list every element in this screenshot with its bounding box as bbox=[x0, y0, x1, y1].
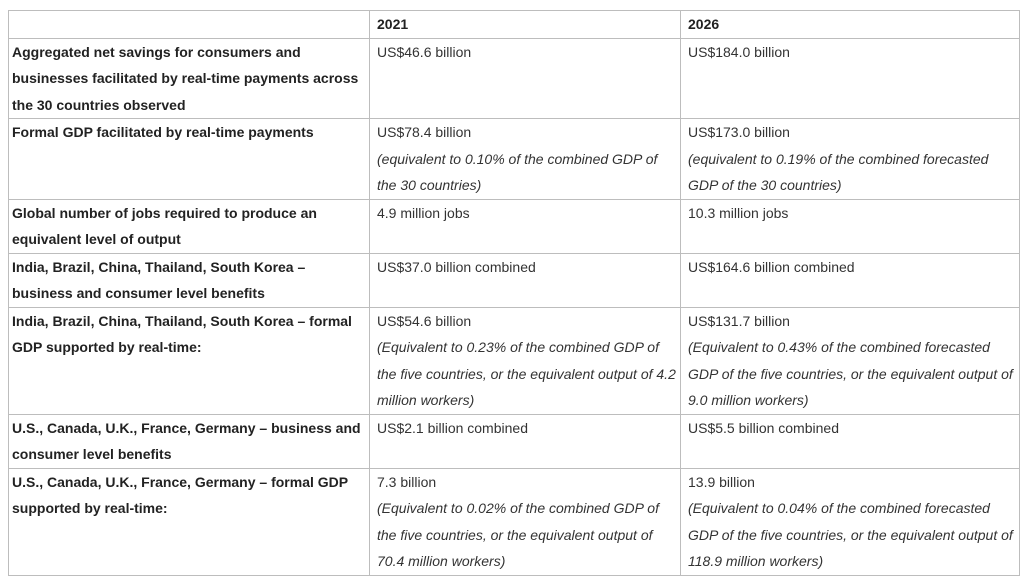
cell-2021 bbox=[370, 199, 681, 253]
header-2026: 2026 bbox=[681, 11, 1020, 39]
cell-2026 bbox=[681, 199, 1020, 253]
cell-2021 bbox=[370, 307, 681, 414]
value-2021: US$54.6 billion bbox=[377, 312, 472, 329]
value-2026: US$131.7 billion bbox=[688, 312, 790, 329]
row-label: Formal GDP facilitated by real-time payments bbox=[9, 119, 370, 200]
value-2026: US$5.5 billion combined bbox=[688, 419, 839, 436]
cell-2021 bbox=[370, 38, 681, 119]
cell-2021 bbox=[370, 253, 681, 307]
row-label: U.S., Canada, U.K., France, Germany – formal GDP supported by real-time: bbox=[9, 468, 370, 575]
row-label: India, Brazil, China, Thailand, South Korea – business and consumer level benefits bbox=[9, 253, 370, 307]
row-label: India, Brazil, China, Thailand, South Korea – formal GDP supported by real-time: bbox=[9, 307, 370, 414]
row-label: Global number of jobs required to produce an equivalent level of output bbox=[9, 199, 370, 253]
cell-2026 bbox=[681, 253, 1020, 307]
row-label: Aggregated net savings for consumers and businesses facilitated by real-time payments across the 30 countries observed bbox=[9, 38, 370, 119]
cell-2021 bbox=[370, 414, 681, 468]
table-row bbox=[9, 38, 1020, 119]
value-2026: 13.9 billion bbox=[688, 473, 755, 490]
cell-2021 bbox=[370, 119, 681, 200]
cell-2026 bbox=[681, 468, 1020, 575]
table-row bbox=[9, 119, 1020, 200]
benefits-table bbox=[8, 10, 1020, 576]
cell-2026 bbox=[681, 307, 1020, 414]
cell-2026 bbox=[681, 38, 1020, 119]
value-2026: US$173.0 billion bbox=[688, 124, 790, 140]
cell-2026 bbox=[681, 414, 1020, 468]
value-2021: 7.3 billion bbox=[377, 473, 437, 490]
table-row bbox=[9, 307, 1020, 414]
header-label-cell bbox=[9, 11, 370, 39]
table-row bbox=[9, 414, 1020, 468]
note-2021: (Equivalent to 0.23% of the combined GDP of the five countries, or the equivalent output of 4.2 million workers) bbox=[377, 339, 676, 408]
note-2021: (Equivalent to 0.02% of the combined GDP of the five countries, or the equivalent output of 70.4 million workers) bbox=[377, 500, 659, 569]
table-row bbox=[9, 468, 1020, 575]
cell-2026 bbox=[681, 119, 1020, 200]
note-2026: (equivalent to 0.19% of the combined forecasted GDP of the 30 countries) bbox=[688, 150, 989, 193]
value-2021: US$46.6 billion bbox=[377, 43, 472, 60]
cell-2021 bbox=[370, 468, 681, 575]
table-header-row bbox=[9, 11, 1020, 39]
value-2021: US$78.4 billion bbox=[377, 124, 472, 140]
table-row bbox=[9, 253, 1020, 307]
value-2021: US$2.1 billion combined bbox=[377, 419, 528, 436]
note-2026: (Equivalent to 0.04% of the combined forecasted GDP of the five countries, or the equivalent output of 118.9 million workers) bbox=[688, 500, 1013, 569]
value-2026: 10.3 million jobs bbox=[688, 204, 789, 221]
row-label: U.S., Canada, U.K., France, Germany – business and consumer level benefits bbox=[9, 414, 370, 468]
value-2021: US$37.0 billion combined bbox=[377, 258, 536, 275]
note-2026: (Equivalent to 0.43% of the combined forecasted GDP of the five countries, or the equivalent output of 9.0 million workers) bbox=[688, 339, 1013, 408]
value-2021: 4.9 million jobs bbox=[377, 204, 470, 221]
table-row bbox=[9, 199, 1020, 253]
header-2021: 2021 bbox=[370, 11, 681, 39]
value-2026: US$164.6 billion combined bbox=[688, 258, 855, 275]
value-2026: US$184.0 billion bbox=[688, 43, 790, 60]
note-2021: (equivalent to 0.10% of the combined GDP of the 30 countries) bbox=[377, 150, 658, 193]
